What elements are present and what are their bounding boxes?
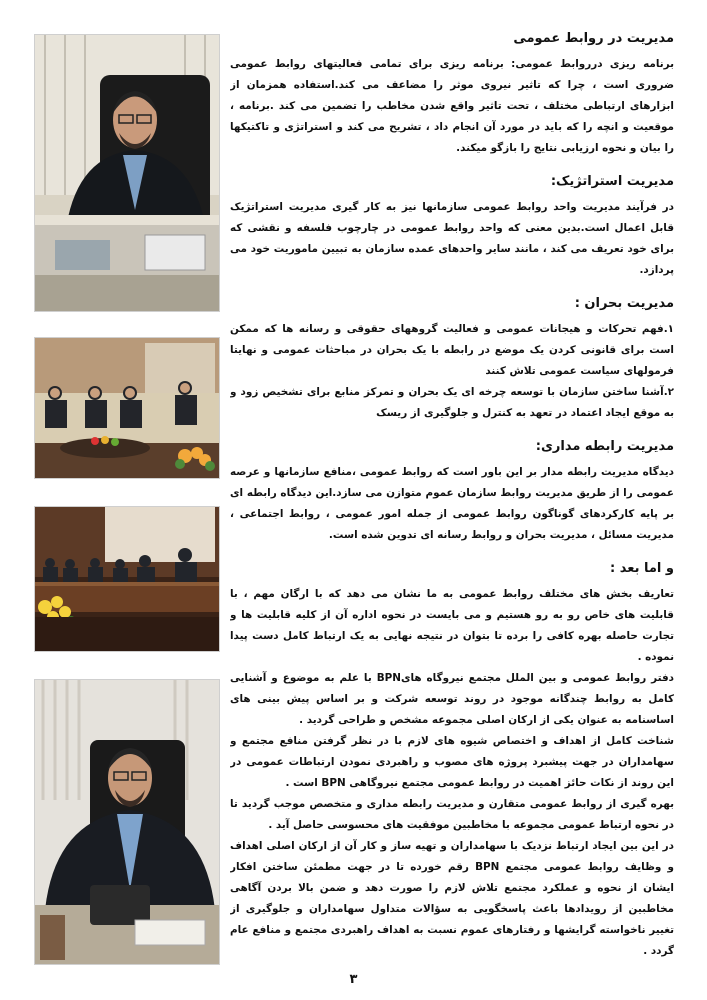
photo-conference-hall	[34, 506, 220, 652]
paragraph: در این بین ایجاد ارتباط نزدیک با سهامداران و تهیه ساز و کار آن از ارکان اصلی اهداف و وظایف روابط عمومی مجتمع BPN رقم خورده تا در جهت مطمئن ساختن افکار ایشان از نحوه و عملکرد مجتمع تلاش لازم را صورت دهد و ضمن بالا بردن آگاهی مخاطبین از رویدادها باعث پاسخگویی به سؤالات متداول سهامداران و جلوگیری از تغییر ناخواسته گرایشها و رفتارهای عموم نسبت به اهداف راهبردی مجتمع و منافع عام گردد .	[230, 840, 674, 957]
paragraph: برنامه ریزی درروابط عمومی: برنامه ریزی برای تمامی فعالیتهای روابط عمومی ضروری است ، چرا که تاثیر نیروی موثر را مضاعف می کند.استفاده همزمان از ابزارهای ارتباطی مختلف ، تحت تاثیر واقع شدن مخاطب را تضمین می کند .برنامه ، موقعیت و انچه را که باید در مورد آن انجام داد ، تشریح می کند و استراتژی و تاکتیکها را بیان و نحوه ارزیابی نتایج را بازگو میکند.	[230, 58, 674, 154]
section-conclusion	[230, 560, 674, 962]
section-strategic-management	[230, 173, 674, 281]
paragraph: تعاریف بخش های مختلف روابط عمومی به ما نشان می دهد که با ارگان مهم ، با قابلیت های خاص رو به رو هستیم و می بایست در نحوه اداره آن از کلیه قابلیت ها و تجارت حاصله بهره کافی را برده تا بتوان در نتیجه نهایی به یک ارتباط کامل دست پیدا نموده .	[230, 588, 674, 663]
section-heading: مدیریت رابطه مداری:	[535, 439, 674, 454]
photo-meeting-sofas	[34, 337, 220, 479]
section-relationship-management	[230, 438, 674, 546]
page-number: ۳	[349, 972, 358, 987]
paragraph: ۱.فهم تحرکات و هیجانات عمومی و فعالیت گروههای حقوقی و رسانه ها که ممکن است برای قانونی کردن یک موضع در رابطه با یک بحران در مباحثات عمومی و نهایتا فرمولهای سیاست عمومی تلاش کنند	[230, 323, 674, 377]
paragraph: در فرآیند مدیریت واحد روابط عمومی سازمانها نیز به کار گیری مدیریت استراتژیک قابل اعمال است.بدین معنی که واحد روابط عمومی در چارچوب فلسفه و نقشی که برای خود تعریف می کند ، مانند سایر واحدهای عمده سازمان به تبیین ماموریت خود می پردازد.	[230, 201, 674, 276]
section-management-in-pr	[230, 30, 674, 159]
photo-manager-portrait	[34, 679, 220, 965]
photo-manager-at-desk	[34, 34, 220, 312]
section-heading: مدیریت استراتژیک:	[550, 174, 674, 189]
section-heading: و اما بعد :	[610, 561, 674, 576]
article-body	[230, 30, 674, 970]
section-crisis-management	[230, 295, 674, 424]
paragraph: دفتر روابط عمومی و بین الملل مجتمع نیروگاه هایBPN با علم به موضوع و آشنایی کامل به روابط چندگانه موجود در روند توسعه شرکت و بر اساس پیش بینی های اساسنامه به عنوان یکی از ارکان اصلی مجموعه مشخص و طراحی گردید .	[230, 672, 674, 726]
paragraph: شناخت کامل از اهداف و اختصاص شیوه های لازم با در نظر گرفتن منافع مجتمع و سهامداران در جهت پیشبرد پروژه های مصوب و راهبردی نمودن ارتباطات عمومی در این روند از نکات حائز اهمیت در روابط عمومی مجتمع نیروگاهی BPN است .	[230, 735, 674, 789]
paragraph: ۲.آشنا ساختن سازمان با توسعه چرخه ای یک بحران و تمرکز منابع برای تشخیص زود و به موقع ایجاد اعتماد در تعهد به کنترل و جلوگیری از ریسک	[230, 386, 674, 419]
paragraph: دیدگاه مدیریت رابطه مدار بر این باور است که روابط عمومی ،منافع سازمانها و عرصه عمومی را از طریق مدیریت روابط سازمان عموم متوازن می سازد.این دیدگاه رابطه ای بر پایه کارکردهای گوناگون روابط عمومی از جمله امور عمومی ، روابط اجتماعی ، مدیریت مسائل ، مدیریت بحران و روابط رسانه ای تدوین شده است.	[230, 466, 674, 541]
paragraph: بهره گیری از روابط عمومی متقارن و مدیریت رابطه مداری و متخصص موجب گردید تا در نحوه ارتباط عمومی مجموعه با مخاطبین موفقیت های محسوسی حاصل آید .	[230, 798, 674, 831]
section-heading: مدیریت بحران :	[574, 296, 674, 311]
section-heading: مدیریت در روابط عمومی	[513, 31, 674, 46]
